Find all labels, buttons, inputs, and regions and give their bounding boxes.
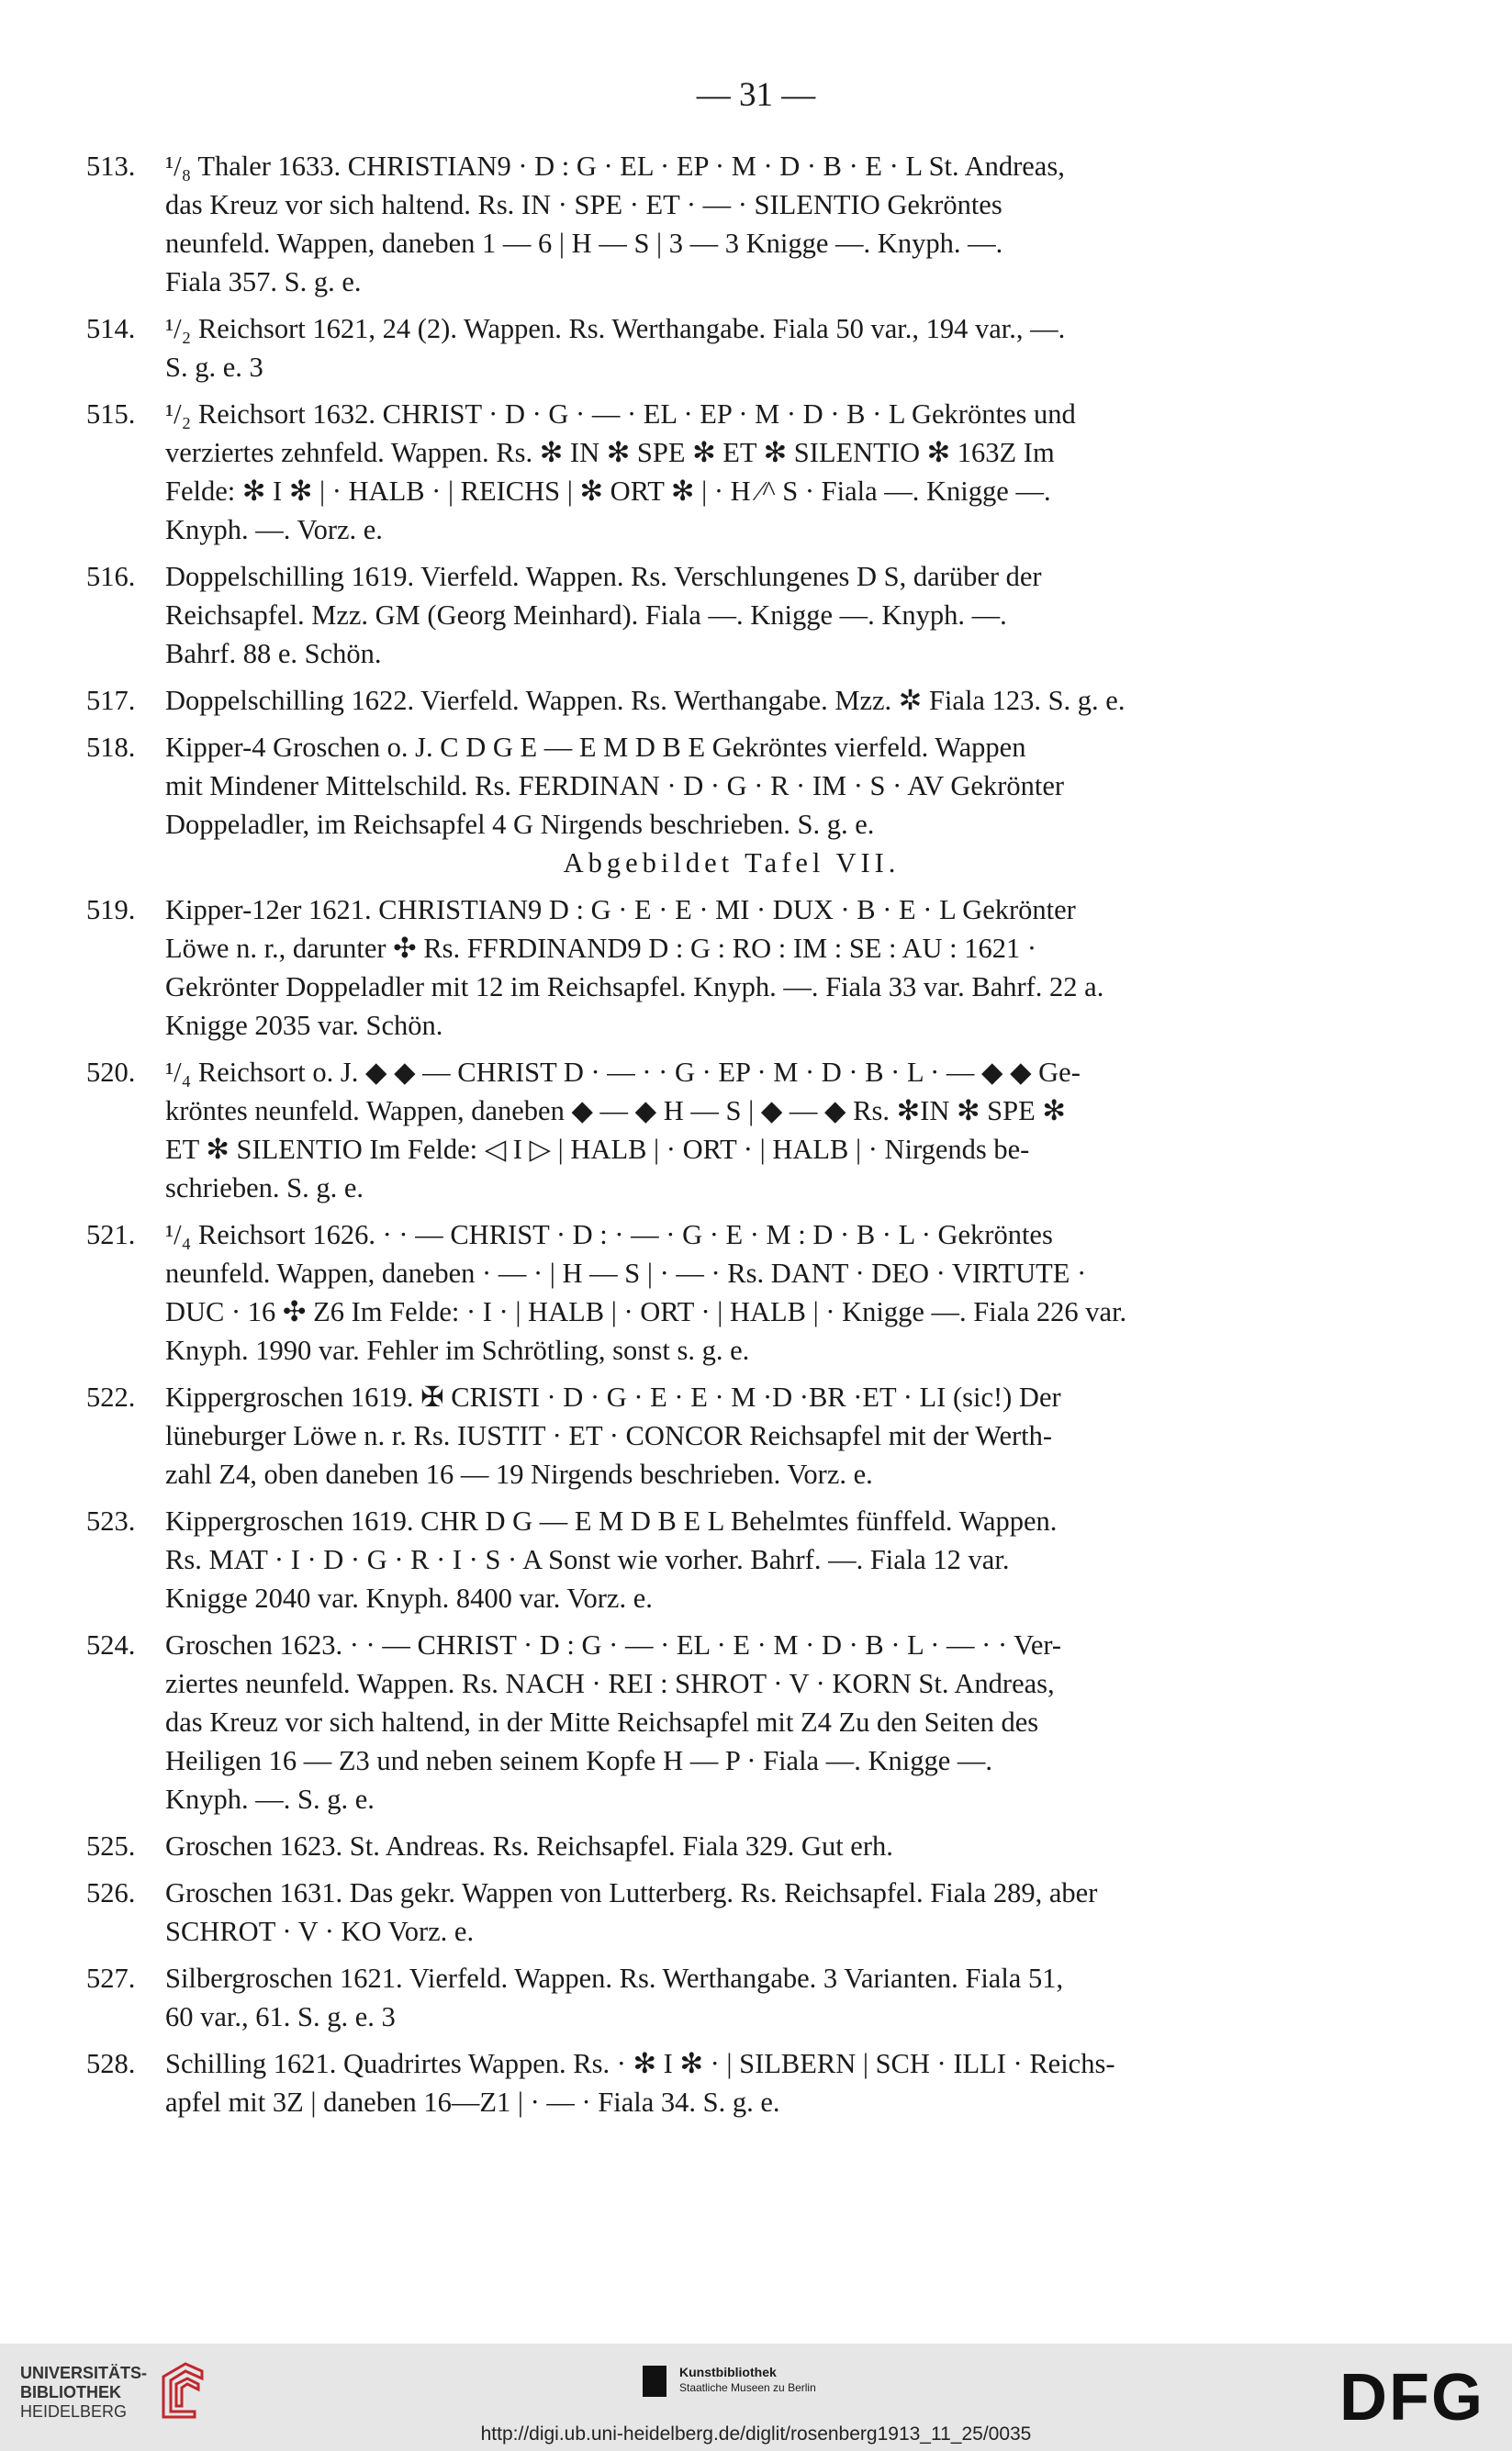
entry-text-line: Felde: ✻ I ✻ | · HALB · | REICHS | ✻ ORT ✻ | · H ⁄^ S · Fiala —. Knigge —.: [165, 476, 1051, 507]
catalog-entry: [86, 1502, 1298, 1617]
entry-text-line: Kipper-12er 1621. CHRISTIAN9 D : G · E · E · MI · DUX · B · E · L Gekrönter: [165, 894, 1076, 925]
kb-subtitle: Staatliche Museen zu Berlin: [679, 2381, 816, 2394]
catalog-entry: [86, 395, 1298, 549]
entry-text-line: Löwe n. r., darunter ✣ Rs. FFRDINAND9 D : G : RO : IM : SE : AU : 1621 ·: [165, 933, 1037, 964]
entry-text-line: S. g. e. 3: [165, 352, 263, 383]
entry-text-line: Knyph. —. Vorz. e.: [165, 514, 383, 545]
entry-text-line: mit Mindener Mittelschild. Rs. FERDINAN · D · G · R · IM · S · AV Gekrönter: [165, 770, 1065, 801]
uni-logo-line: UNIVERSITÄTS-: [20, 2364, 148, 2382]
catalog-entry: [86, 1053, 1298, 1207]
entry-text-line: Gekrönter Doppeladler mit 12 im Reichsapfel. Knyph. —. Fiala 33 var. Bahrf. 22 a.: [165, 971, 1104, 1002]
entry-text-line: schrieben. S. g. e.: [165, 1172, 364, 1203]
entry-text-line: Groschen 1623. · · — CHRIST · D : G · — · EL · E · M · D · B · L · — · · Ver-: [165, 1629, 1062, 1661]
entry-text-line: zahl Z4, oben daneben 16 — 19 Nirgends beschrieben. Vorz. e.: [165, 1459, 873, 1490]
entry-text-line: ET ✻ SILENTIO Im Felde: ◁ I ▷ | HALB | · ORT · | HALB | · Nirgends be-: [165, 1134, 1030, 1165]
catalog-entry: [86, 1874, 1298, 1951]
entry-text-line: das Kreuz vor sich haltend. Rs. IN · SPE · ET · — · SILENTIO Gekröntes: [165, 189, 1002, 220]
entry-text-line: Bahrf. 88 e. Schön.: [165, 638, 382, 669]
catalog-entry: [86, 557, 1298, 673]
entry-text-line: Reichsapfel. Mzz. GM (Georg Meinhard). Fiala —. Knigge —. Knyph. —.: [165, 599, 1007, 631]
university-emblem-icon: [158, 2358, 207, 2423]
catalog-entry: [86, 1378, 1298, 1494]
entry-text-line: Doppelschilling 1619. Vierfeld. Wappen. Rs. Verschlungenes D S, darüber der: [165, 561, 1042, 592]
catalog-entries: [86, 147, 1298, 2130]
page-number: — 31 —: [696, 76, 816, 114]
entry-text-line: Groschen 1631. Das gekr. Wappen von Lutterberg. Rs. Reichsapfel. Fiala 289, aber: [165, 1877, 1098, 1908]
entry-number: 513.: [86, 151, 136, 182]
entry-text-line: Groschen 1623. St. Andreas. Rs. Reichsapfel. Fiala 329. Gut erh.: [165, 1830, 893, 1862]
entry-text-line: ¹/₂ Reichsort 1632. CHRIST · D · G · — · EL · EP · M · D · B · L Gekröntes und: [165, 398, 1076, 430]
source-url[interactable]: http://digi.ub.uni-heidelberg.de/diglit/rosenberg1913_11_25/0035: [480, 2423, 1032, 2445]
entry-number: 514.: [86, 313, 136, 344]
entry-text-line: Knigge 2035 var. Schön.: [165, 1010, 443, 1041]
entry-number: 527.: [86, 1963, 136, 1994]
entry-text-line: ¹/₂ Reichsort 1621, 24 (2). Wappen. Rs. Werthangabe. Fiala 50 var., 194 var., —.: [165, 313, 1066, 344]
entry-number: 520.: [86, 1057, 136, 1088]
entry-number: 522.: [86, 1382, 136, 1413]
entry-text-line: Kippergroschen 1619. CHR D G — E M D B E L Behelmtes fünffeld. Wappen.: [165, 1505, 1058, 1537]
entry-text-line: Knyph. —. S. g. e.: [165, 1784, 375, 1815]
entry-text-line: kröntes neunfeld. Wappen, daneben ◆ — ◆ H — S | ◆ — ◆ Rs. ✻IN ✻ SPE ✻: [165, 1095, 1066, 1126]
entry-text-line: ¹/₄ Reichsort o. J. ◆ ◆ — CHRIST D · — · · G · EP · M · D · B · L · — ◆ ◆ Ge-: [165, 1057, 1081, 1088]
catalog-entry: [86, 147, 1298, 301]
entry-text-line: Knyph. 1990 var. Fehler im Schrötling, sonst s. g. e.: [165, 1335, 750, 1366]
catalog-entry: [86, 1827, 1298, 1865]
entry-text-line: Doppeladler, im Reichsapfel 4 G Nirgends beschrieben. S. g. e.: [165, 809, 875, 840]
plate-reference: Abgebildet Tafel VII.: [563, 847, 901, 879]
entry-text-line: Knigge 2040 var. Knyph. 8400 var. Vorz. e.: [165, 1583, 653, 1614]
entry-text-line: ziertes neunfeld. Wappen. Rs. NACH · REI : SHROT · V · KORN St. Andreas,: [165, 1668, 1055, 1699]
kunstbibliothek-mark-icon: [643, 2366, 666, 2397]
entry-number: 518.: [86, 732, 136, 763]
entry-text-line: neunfeld. Wappen, daneben · — · | H — S | · — · Rs. DANT · DEO · VIRTUTE ·: [165, 1258, 1087, 1289]
catalog-entry: [86, 890, 1298, 1045]
entry-text-line: verziertes zehnfeld. Wappen. Rs. ✻ IN ✻ SPE ✻ ET ✻ SILENTIO ✻ 163Z Im: [165, 437, 1055, 468]
kb-title: Kunstbibliothek: [679, 2365, 777, 2379]
uni-logo-line: HEIDELBERG: [20, 2402, 128, 2421]
catalog-entry: [86, 2044, 1298, 2121]
entry-text-line: Kipper-4 Groschen o. J. C D G E — E M D B E Gekröntes vierfeld. Wappen: [165, 732, 1026, 763]
entry-number: 517.: [86, 685, 136, 716]
entry-number: 528.: [86, 2048, 136, 2079]
entry-text-line: 60 var., 61. S. g. e. 3: [165, 2001, 396, 2032]
entry-text-line: lüneburger Löwe n. r. Rs. IUSTIT · ET · CONCOR Reichsapfel mit der Werth-: [165, 1420, 1053, 1451]
entry-text-line: ¹/₈ Thaler 1633. CHRISTIAN9 · D : G · EL · EP · M · D · B · E · L St. Andreas,: [165, 151, 1065, 182]
entry-number: 516.: [86, 561, 136, 592]
entry-number: 519.: [86, 894, 136, 925]
entry-text-line: DUC · 16 ✣ Z6 Im Felde: · I · | HALB | · ORT · | HALB | · Knigge —. Fiala 226 var.: [165, 1296, 1127, 1327]
entry-number: 515.: [86, 398, 136, 430]
dfg-logo[interactable]: DFG: [1339, 2361, 1484, 2434]
entry-text-line: ¹/₄ Reichsort 1626. · · — CHRIST · D : · — · G · E · M : D · B · L · Gekröntes: [165, 1219, 1053, 1250]
entry-text-line: Doppelschilling 1622. Vierfeld. Wappen. Rs. Werthangabe. Mzz. ✲ Fiala 123. S. g. e.: [165, 685, 1126, 716]
entry-text-line: neunfeld. Wappen, daneben 1 — 6 | H — S | 3 — 3 Knigge —. Knyph. —.: [165, 228, 1003, 259]
entry-text-line: das Kreuz vor sich haltend, in der Mitte Reichsapfel mit Z4 Zu den Seiten des: [165, 1707, 1039, 1738]
catalog-entry: [86, 1959, 1298, 2036]
catalog-entry: [86, 728, 1298, 882]
uni-logo-line: BIBLIOTHEK: [20, 2383, 121, 2401]
footer-bar: [0, 2344, 1512, 2451]
entry-text-line: Heiligen 16 — Z3 und neben seinem Kopfe H — P · Fiala —. Knigge —.: [165, 1745, 993, 1776]
entry-number: 526.: [86, 1877, 136, 1908]
entry-text-line: Kippergroschen 1619. ✠ CRISTI · D · G · E · E · M ·D ·BR ·ET · LI (sic!) Der: [165, 1382, 1061, 1413]
entry-number: 523.: [86, 1505, 136, 1537]
catalog-entry: [86, 1626, 1298, 1819]
university-library-logo[interactable]: [20, 2364, 147, 2422]
entry-text-line: Schilling 1621. Quadrirtes Wappen. Rs. · ✻ I ✻ · | SILBERN | SCH · ILLI · Reichs-: [165, 2048, 1115, 2079]
catalog-entry: [86, 1215, 1298, 1370]
entry-text-line: Fiala 357. S. g. e.: [165, 266, 362, 297]
entry-text-line: Rs. MAT · I · D · G · R · I · S · A Sonst wie vorher. Bahrf. —. Fiala 12 var.: [165, 1544, 1010, 1575]
entry-text-line: SCHROT · V · KO Vorz. e.: [165, 1916, 475, 1947]
entry-number: 525.: [86, 1830, 136, 1862]
catalog-entry: [86, 681, 1298, 720]
entry-text-line: Silbergroschen 1621. Vierfeld. Wappen. Rs. Werthangabe. 3 Varianten. Fiala 51,: [165, 1963, 1064, 1994]
catalog-entry: [86, 309, 1298, 386]
entry-number: 524.: [86, 1629, 136, 1661]
entry-text-line: apfel mit 3Z | daneben 16—Z1 | · — · Fiala 34. S. g. e.: [165, 2087, 780, 2118]
entry-number: 521.: [86, 1219, 136, 1250]
